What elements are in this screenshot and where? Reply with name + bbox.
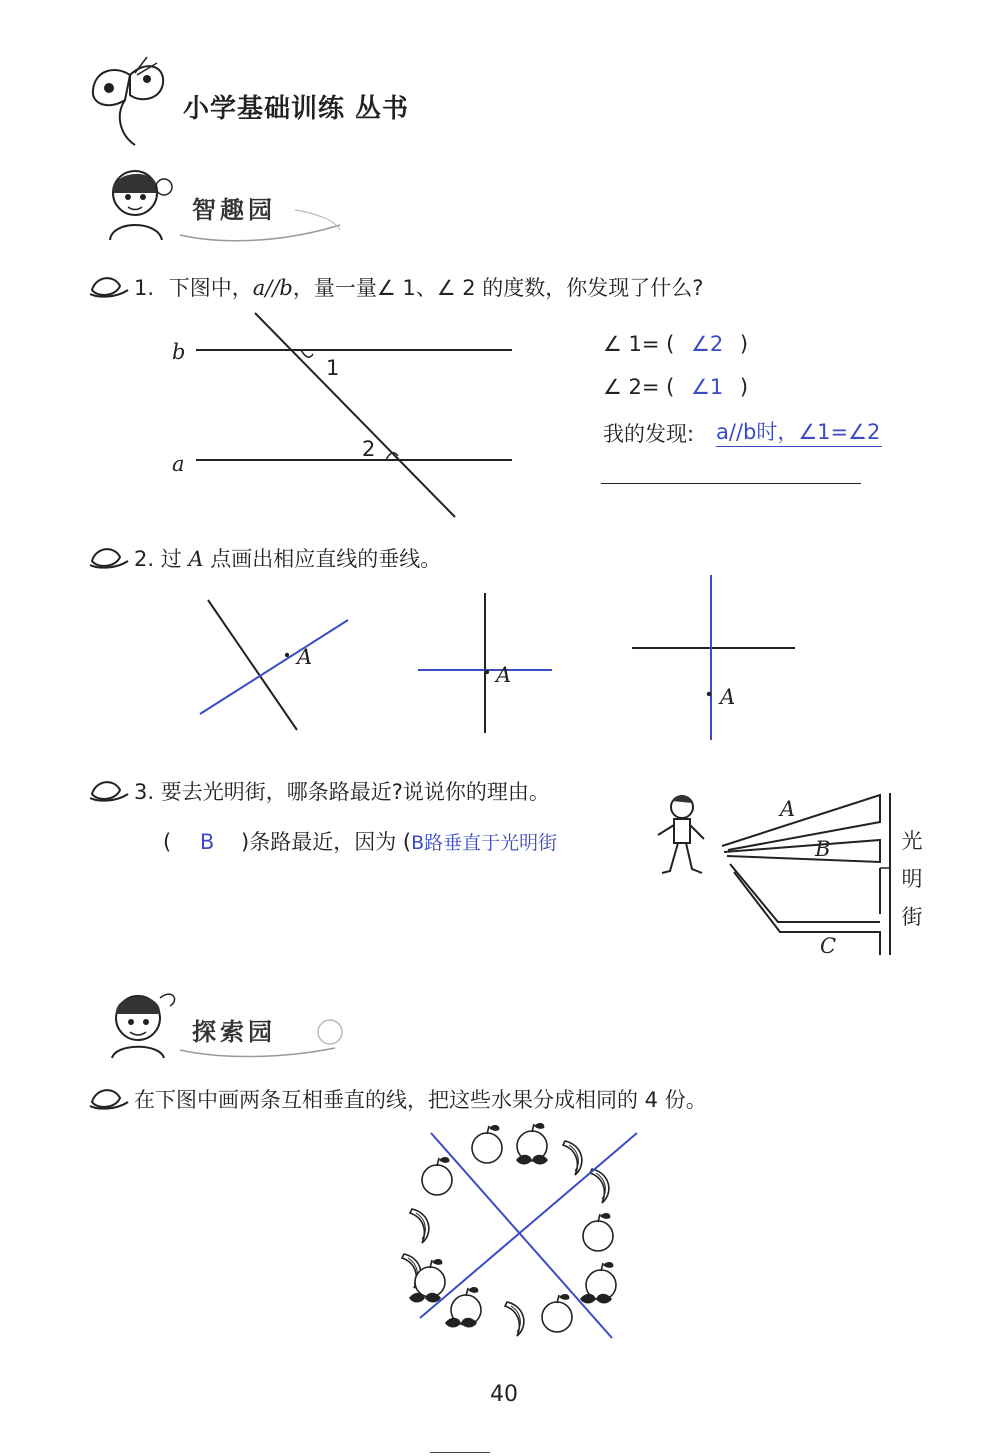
series-title: 小学基础训练 丛书: [183, 94, 410, 124]
footer-rule: [430, 1452, 490, 1453]
point-a-label-fig1: A: [297, 645, 313, 669]
answer-reason[interactable]: B路垂直于光明街: [411, 832, 558, 854]
finding-label: 我的发现:: [603, 422, 695, 446]
question-2-text-b: 点画出相应直线的垂线。: [210, 547, 442, 571]
street-char: 明: [901, 867, 923, 891]
answer-angle-1-suffix: ): [739, 332, 749, 356]
road-c-label: C: [820, 934, 837, 958]
question-1-text-a: 下图中，: [168, 276, 253, 300]
question-number: 1.: [134, 276, 155, 300]
question-number: 2.: [134, 547, 155, 571]
road-a-label: A: [780, 797, 796, 821]
answer-angle-2-value[interactable]: ∠1: [691, 375, 724, 399]
answer-close-text: )条路最近，因为 (: [241, 830, 412, 854]
answer-angle-2-prefix: ∠ 2= (: [603, 375, 675, 399]
page-number: 40: [490, 1382, 518, 1407]
question-4-text: 在下图中画两条互相垂直的线，把这些水果分成相同的 4 份。: [134, 1088, 707, 1112]
section-title-zhiquyuan: 智趣园: [192, 196, 276, 224]
section-title-tansuoyuan: 探索园: [192, 1018, 276, 1046]
angle-2-label: 2: [362, 437, 376, 461]
answer-angle-2-suffix: ): [739, 375, 749, 399]
point-a-label-fig3: A: [720, 685, 736, 709]
street-char: 街: [901, 905, 923, 929]
angle-1-label: 1: [326, 356, 340, 380]
answer-road-choice[interactable]: B: [199, 830, 215, 854]
question-number: 3.: [134, 780, 155, 804]
line-b-label: b: [172, 340, 186, 364]
answer-open-paren: (: [163, 830, 172, 854]
answer-angle-1-prefix: ∠ 1= (: [603, 332, 675, 356]
parallel-relation: a//b: [252, 276, 293, 300]
line-a-label: a: [172, 452, 185, 476]
question-3-prompt: 要去光明街，哪条路最近?说说你的理由。: [160, 780, 550, 804]
answer-angle-1-value[interactable]: ∠2: [691, 332, 724, 356]
question-2-point: A: [188, 547, 204, 571]
question-1-text-b: ，量一量∠ 1、∠ 2 的度数，你发现了什么?: [292, 276, 704, 300]
finding-value[interactable]: a//b时，∠1=∠2: [716, 416, 882, 447]
road-b-label: B: [815, 837, 831, 861]
street-char: 光: [901, 829, 923, 853]
point-a-label-fig2: A: [496, 663, 512, 687]
question-2-text-a: 过: [160, 547, 182, 571]
